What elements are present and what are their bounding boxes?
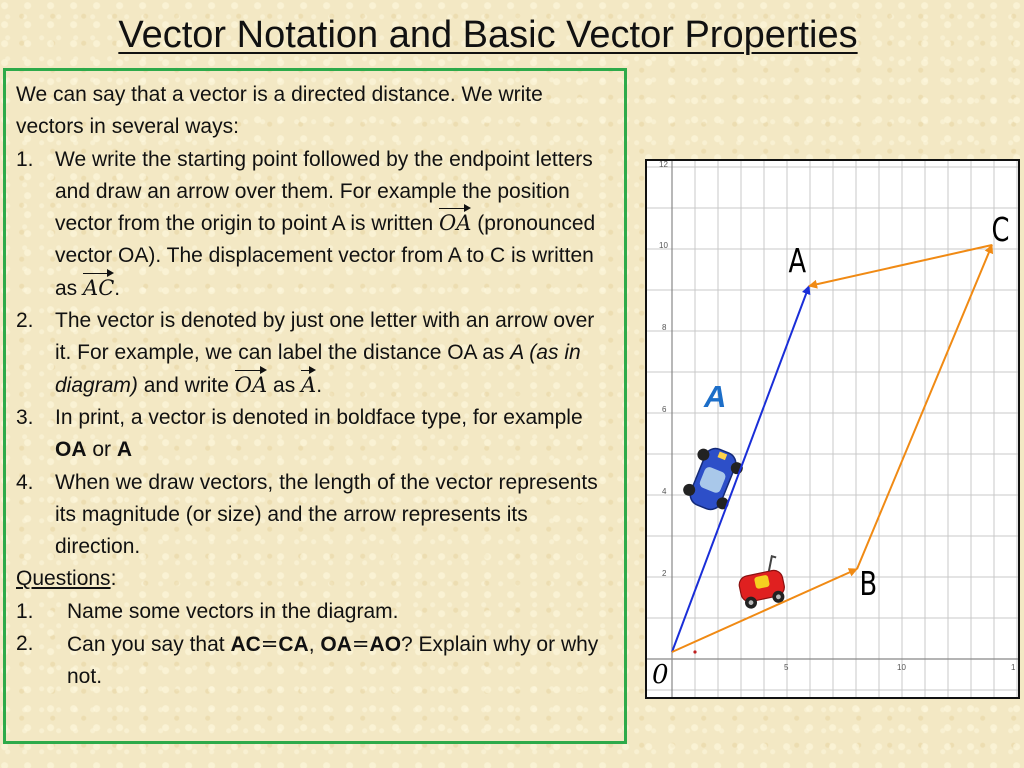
equals-sign: =	[260, 632, 279, 657]
x-tick-label: 1	[1011, 663, 1016, 672]
vector-diagram	[645, 159, 1020, 699]
vector-ac-notation: AC	[83, 275, 115, 300]
bold-ao: AO	[369, 633, 402, 657]
y-tick-label: 6	[662, 405, 667, 414]
item-text: We write the starting point followed by the endpoint letters and draw an arrow over them. For example the position vector from the origin to point A is written	[55, 147, 593, 236]
list-number: 1.	[16, 147, 34, 171]
vector-diagram-svg	[647, 161, 1018, 697]
red-toy-car-image	[735, 555, 788, 610]
vector-ca-arrow	[809, 245, 992, 286]
x-tick-label: 10	[897, 663, 906, 672]
question-2	[16, 628, 614, 694]
intro-paragraph: We can say that a vector is a directed distance. We write vectors in several ways:	[16, 83, 543, 139]
slide-title: Vector Notation and Basic Vector Properties	[118, 14, 858, 56]
question-text: Name some vectors in the diagram.	[67, 599, 399, 623]
point-label-a: A	[788, 241, 807, 280]
vector-a-label: A	[704, 379, 727, 414]
y-tick-label: 10	[659, 241, 668, 250]
item-text: .	[316, 373, 323, 397]
questions-heading	[16, 563, 614, 595]
text-box	[3, 68, 627, 744]
questions-colon: :	[110, 567, 117, 591]
equals-sign: =	[351, 632, 370, 657]
y-tick-label: 4	[662, 487, 667, 496]
x-tick-label: 5	[784, 663, 789, 672]
bold-ca: CA	[278, 633, 309, 657]
origin-label: 0	[652, 660, 669, 690]
vector-oa-notation: OA	[234, 372, 268, 397]
tick-labels	[659, 161, 1016, 672]
y-tick-label: 2	[662, 569, 667, 578]
list-item-2	[16, 305, 614, 402]
point-label-b: B	[859, 564, 878, 603]
item-text: or	[92, 438, 112, 462]
list-number: 2.	[16, 309, 34, 333]
item-text: The vector is denoted by just one letter with an arrow over it. For example, we can label the distance OA as	[55, 309, 595, 365]
bold-ac: AC	[230, 633, 261, 657]
bold-vector-oa: OA	[55, 438, 87, 462]
list-item-1	[16, 144, 614, 305]
questions-label: Questions	[16, 567, 111, 591]
list-number: 2.	[16, 632, 34, 656]
x-axis-marker	[693, 650, 696, 653]
bold-oa: OA	[320, 633, 352, 657]
item-text: and write	[143, 373, 229, 397]
y-tick-label: 12	[659, 161, 668, 169]
bold-vector-a: A	[116, 438, 133, 462]
list-number: 1.	[16, 599, 34, 623]
list-number: 4.	[16, 470, 34, 494]
item-text: (pronounced vector OA). The displacement vector from A to C is written as	[55, 212, 596, 300]
comma: ,	[308, 633, 315, 657]
question-text: ? Explain why or why not.	[67, 633, 599, 689]
y-tick-label: 8	[662, 323, 667, 332]
list-item-3	[16, 402, 614, 467]
list-item-4	[16, 467, 614, 564]
vector-a-notation: A	[301, 372, 317, 397]
vector-oa-notation: OA	[439, 211, 472, 236]
question-text: Can you say that	[67, 633, 225, 657]
item-text: .	[114, 276, 121, 300]
grid	[647, 161, 1018, 697]
item-text: In print, a vector is denoted in boldface type, for example	[55, 405, 583, 429]
point-label-c: C	[991, 210, 1010, 249]
item-text: as	[273, 373, 296, 397]
question-1	[16, 596, 614, 628]
item-italic-text: A (as in diagram)	[55, 341, 581, 397]
list-number: 3.	[16, 405, 34, 429]
item-text: When we draw vectors, the length of the vector represents its magnitude (or size) and the arrow represents its direction.	[55, 470, 598, 559]
